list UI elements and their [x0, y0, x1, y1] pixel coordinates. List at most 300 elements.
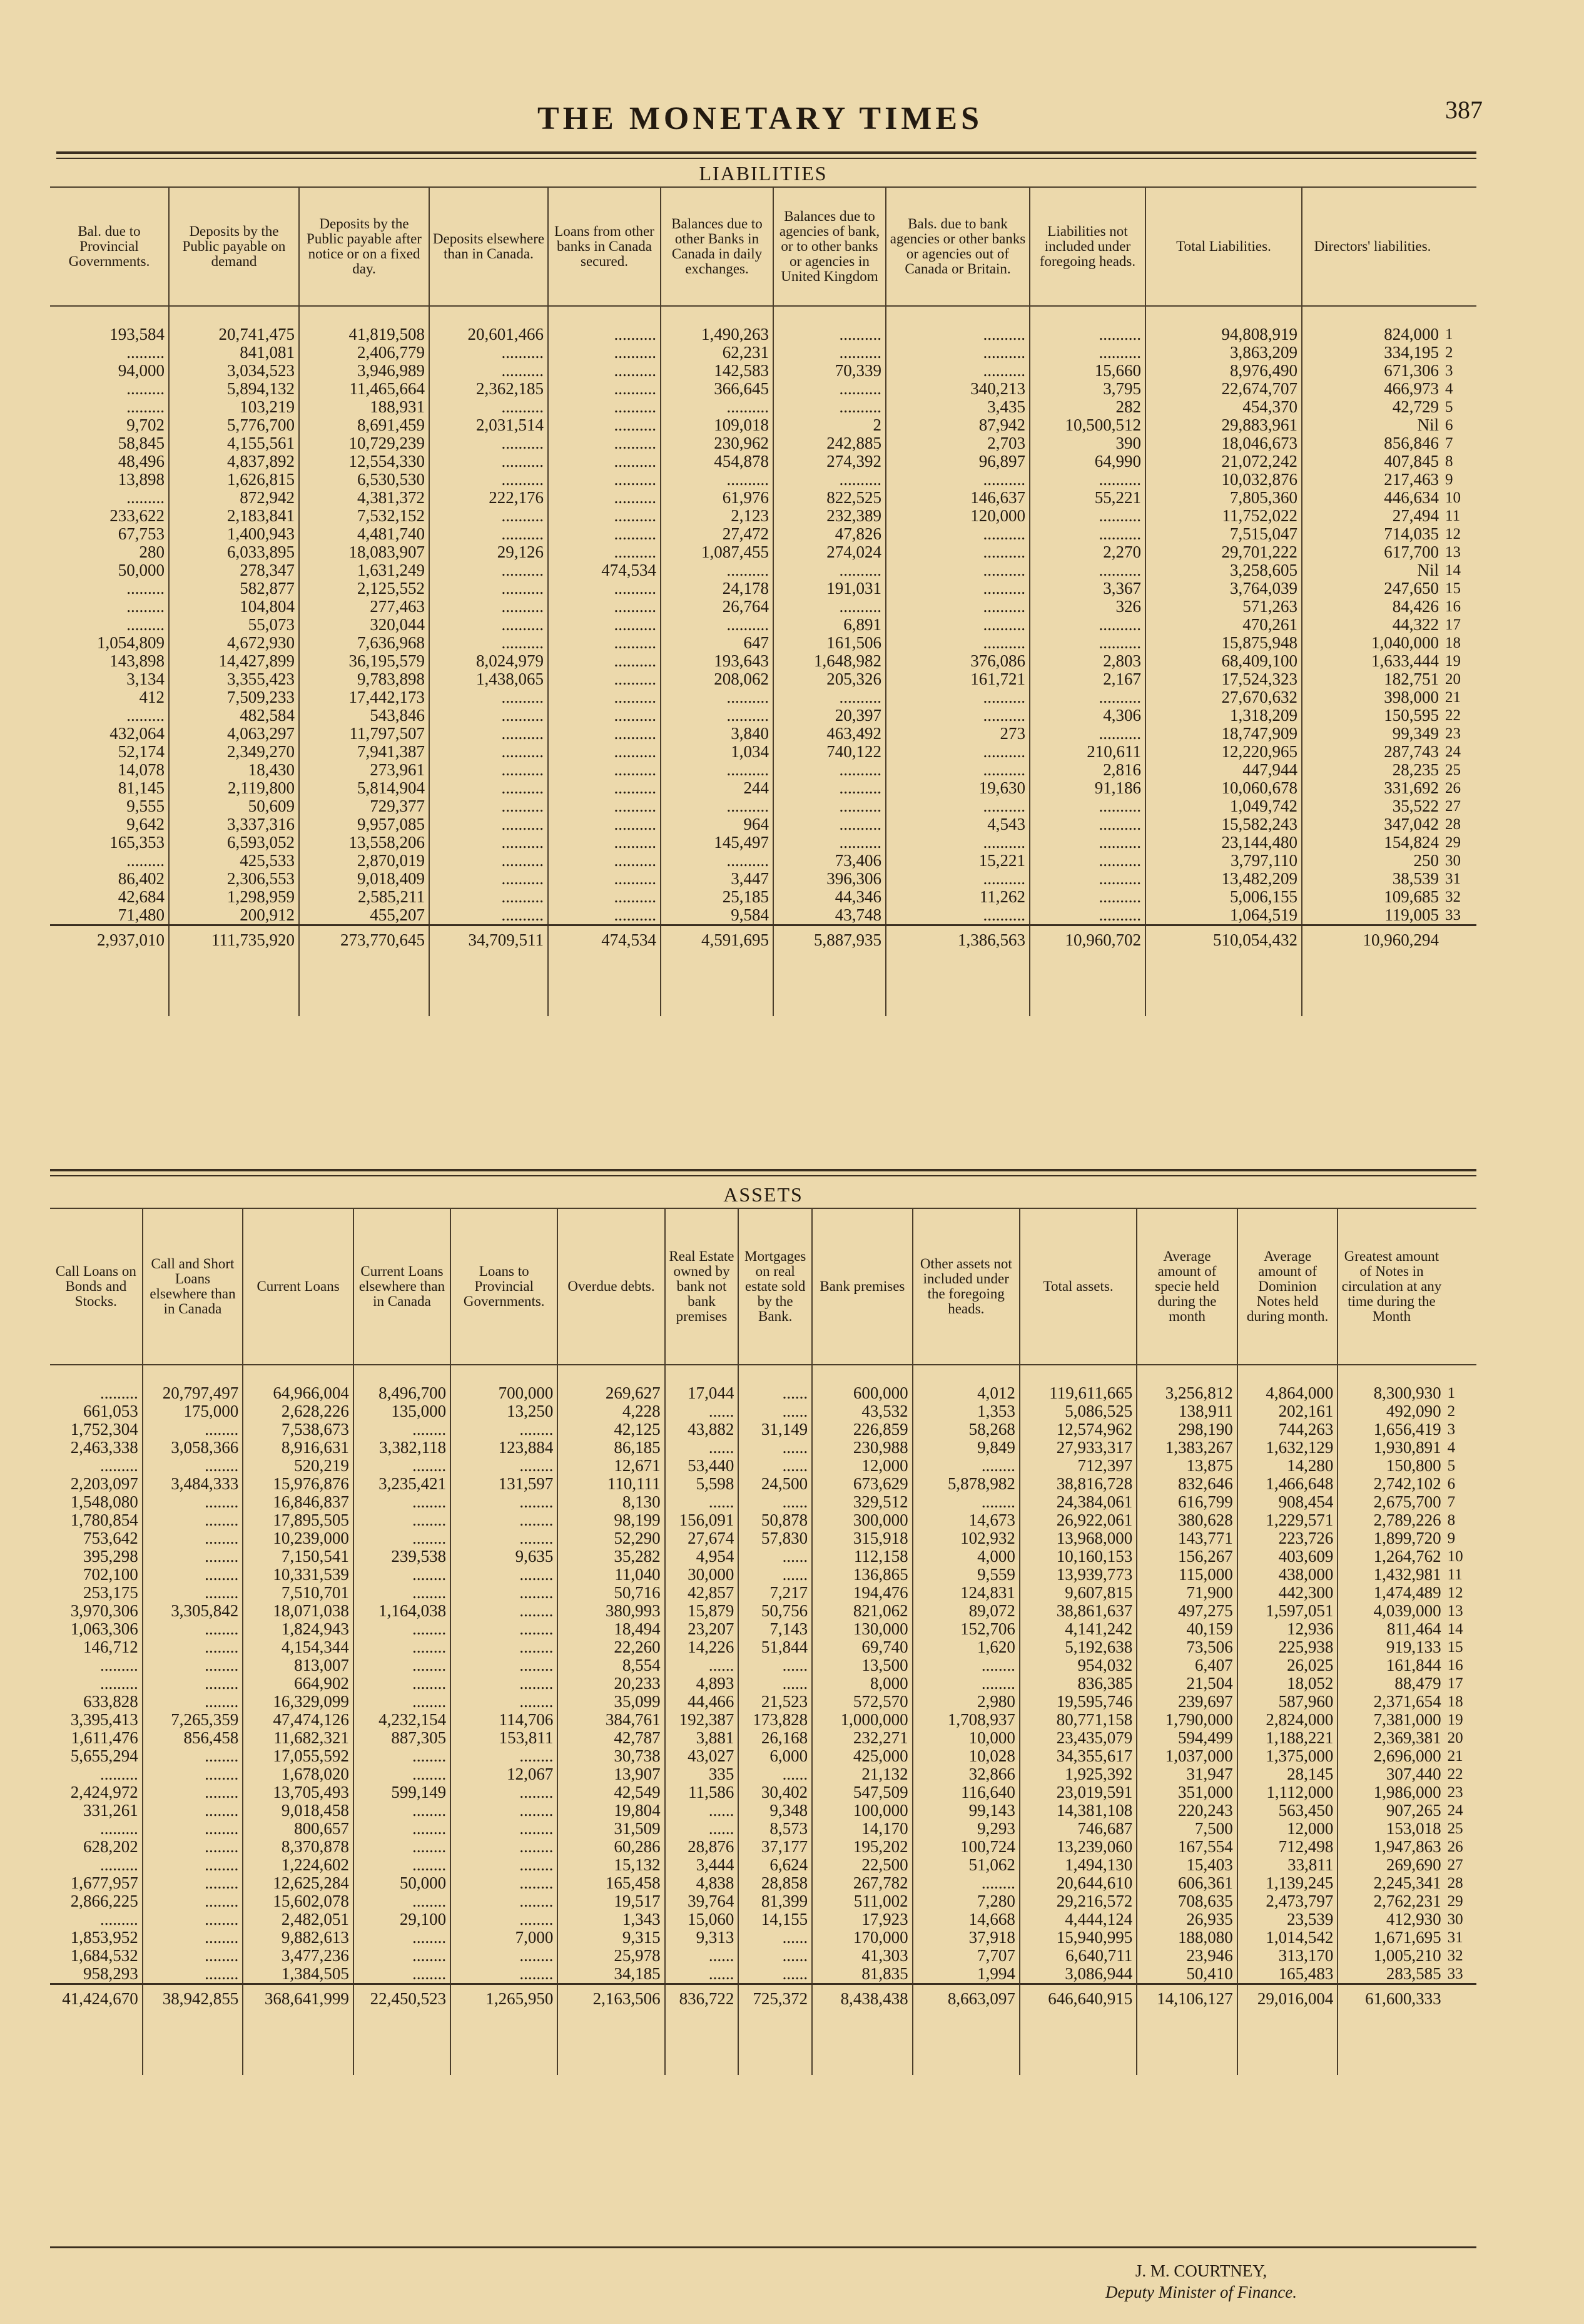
table-cell: ........: [143, 1638, 243, 1656]
table-cell: 412: [139, 688, 165, 706]
total-cell: 8,438,438: [812, 1984, 913, 2013]
table-cell: 10,239,000: [243, 1529, 353, 1547]
table-cell: 3,256,812: [1137, 1384, 1237, 1402]
table-cell: Nil: [1302, 561, 1443, 579]
table-cell: 5,006,155: [1145, 888, 1302, 906]
table-row: [50, 561, 1476, 579]
table-cell: 1,925,392: [1020, 1765, 1137, 1783]
section-divider: [50, 1169, 1476, 1171]
table-cell: ........: [143, 1820, 243, 1838]
table-cell: 18,494: [557, 1620, 664, 1638]
table-cell: 143,898: [109, 652, 165, 670]
table-cell: ........: [143, 1656, 243, 1674]
table-cell: 1,648,982: [773, 652, 886, 670]
table-cell: 100,000: [812, 1802, 913, 1820]
table-cell: 511,002: [812, 1892, 913, 1910]
table-cell: 1,139,245: [1237, 1874, 1338, 1892]
table-cell: 138,911: [1137, 1402, 1237, 1420]
table-cell: 307,440: [1338, 1765, 1444, 1783]
table-cell: 9,642: [126, 815, 165, 833]
table-cell: 9,293: [913, 1820, 1020, 1838]
table-cell: 84,426: [1302, 598, 1443, 616]
table-cell: 3,946,989: [299, 362, 429, 380]
table-cell: 712,498: [1237, 1838, 1338, 1856]
table-cell: 2,816: [1030, 761, 1145, 779]
row-number: 6: [1445, 417, 1453, 434]
table-cell: 1,264,762: [1338, 1547, 1444, 1566]
table-cell: 40,159: [1137, 1620, 1237, 1638]
table-cell: 5,894,132: [169, 380, 299, 398]
assets-title: ASSETS: [723, 1183, 803, 1206]
table-cell: 50,878: [738, 1511, 812, 1529]
table-cell: 438,000: [1237, 1566, 1338, 1584]
table-cell: 7,500: [1137, 1820, 1237, 1838]
table-cell: ........: [450, 1783, 557, 1802]
table-cell: 15,976,876: [243, 1475, 353, 1493]
table-cell: 380,993: [557, 1602, 664, 1620]
table-cell: 26,168: [738, 1729, 812, 1747]
table-cell: ..........: [773, 380, 886, 398]
table-row: [50, 1384, 1476, 1402]
table-cell: 142,583: [661, 362, 773, 380]
table-cell: ......: [738, 1493, 812, 1511]
table-cell: .........: [99, 1856, 138, 1874]
table-cell: 182,751: [1302, 670, 1443, 688]
table-cell: 907,265: [1338, 1802, 1444, 1820]
table-cell: 9,315: [557, 1929, 664, 1947]
table-row: [50, 543, 1476, 561]
table-cell: 19,630: [886, 779, 1030, 797]
table-cell: 7,265,359: [143, 1711, 243, 1729]
table-cell: 3,477,236: [243, 1947, 353, 1965]
table-cell: ........: [353, 1947, 450, 1965]
table-cell: 42,729: [1302, 398, 1443, 416]
table-cell: 193,643: [661, 652, 773, 670]
table-cell: 57,830: [738, 1529, 812, 1547]
tail-cell: [738, 2012, 812, 2075]
table-cell: ........: [353, 1620, 450, 1638]
table-cell: 1,318,209: [1145, 706, 1302, 725]
table-cell: 4,481,740: [299, 525, 429, 543]
table-cell: 14,078: [118, 761, 165, 779]
table-cell: 273,961: [299, 761, 429, 779]
table-cell: ..........: [1030, 634, 1145, 652]
table-cell: 35,099: [557, 1693, 664, 1711]
table-cell: 1,790,000: [1137, 1711, 1237, 1729]
table-cell: 165,458: [557, 1874, 664, 1892]
liab-col-directors: Directors' liabilities.: [1302, 187, 1443, 306]
table-cell: ..........: [886, 362, 1030, 380]
table-cell: 17,923: [812, 1910, 913, 1929]
table-cell: 1,626,815: [169, 471, 299, 489]
table-cell: 474,534: [548, 561, 661, 579]
table-cell: 28,876: [665, 1838, 739, 1856]
row-number: 11: [1445, 507, 1461, 524]
table-cell: ..........: [886, 833, 1030, 852]
signature-block: [1013, 2260, 1389, 2303]
table-cell: 4,232,154: [353, 1711, 450, 1729]
row-number: 16: [1447, 1657, 1463, 1674]
header-rule: [56, 151, 1476, 154]
table-cell: 51,844: [738, 1638, 812, 1656]
table-cell: 91,186: [1030, 779, 1145, 797]
table-cell: 9,783,898: [299, 670, 429, 688]
table-cell: ..........: [548, 452, 661, 471]
table-cell: 7,280: [913, 1892, 1020, 1910]
row-number: 29: [1445, 834, 1461, 851]
table-cell: 13,239,060: [1020, 1838, 1137, 1856]
asset-col-specie: Average amount of specie held during the month: [1137, 1208, 1237, 1365]
table-cell: 16,846,837: [243, 1493, 353, 1511]
table-cell: 7,941,387: [299, 743, 429, 761]
table-cell: ..........: [661, 398, 773, 416]
table-cell: 21,072,242: [1145, 452, 1302, 471]
table-cell: ..........: [886, 797, 1030, 815]
table-cell: 403,609: [1237, 1547, 1338, 1566]
table-cell: ..........: [1030, 852, 1145, 870]
table-cell: 744,263: [1237, 1420, 1338, 1439]
table-cell: 384,761: [557, 1711, 664, 1729]
row-number: 26: [1445, 780, 1461, 797]
spacer-cell: [1145, 306, 1302, 325]
table-cell: 708,635: [1137, 1892, 1237, 1910]
table-cell: ......: [665, 1402, 739, 1420]
table-cell: 7,217: [738, 1584, 812, 1602]
table-cell: 153,811: [450, 1729, 557, 1747]
spacer-cell: [450, 1365, 557, 1384]
table-cell: 23,435,079: [1020, 1729, 1137, 1747]
table-cell: 572,570: [812, 1693, 913, 1711]
table-cell: 334,195: [1302, 344, 1443, 362]
table-cell: 114,706: [450, 1711, 557, 1729]
table-cell: ........: [353, 1511, 450, 1529]
liab-col-provincial-govts: Bal. due to Provincial Governments.: [50, 187, 169, 306]
table-row: [50, 1529, 1476, 1547]
table-cell: ..........: [886, 906, 1030, 925]
asset-col-real-estate: Real Estate owned by bank not bank premises: [665, 1208, 739, 1365]
page-number: 387: [1445, 96, 1483, 124]
table-cell: 1,474,489: [1338, 1584, 1444, 1602]
spacer-cell: [738, 1365, 812, 1384]
table-cell: ......: [738, 1439, 812, 1457]
table-cell: 43,532: [812, 1402, 913, 1420]
liabilities-header-row: [50, 187, 1476, 306]
table-cell: 8,916,631: [243, 1439, 353, 1457]
table-cell: 23,946: [1137, 1947, 1237, 1965]
table-cell: ..........: [429, 344, 548, 362]
table-cell: 119,611,665: [1020, 1384, 1137, 1402]
table-cell: ........: [913, 1656, 1020, 1674]
liab-col-rowno: [1443, 187, 1476, 306]
row-number: 7: [1447, 1494, 1456, 1511]
table-row: [50, 815, 1476, 833]
table-cell: 175,000: [143, 1402, 243, 1420]
spacer-cell: [886, 306, 1030, 325]
table-cell: 58,268: [913, 1420, 1020, 1439]
table-cell: 27,933,317: [1020, 1439, 1137, 1457]
table-cell: ..........: [886, 561, 1030, 579]
table-cell: 673,629: [812, 1475, 913, 1493]
table-cell: ..........: [773, 344, 886, 362]
table-cell: 194,476: [812, 1584, 913, 1602]
table-cell: 5,776,700: [169, 416, 299, 434]
spacer-row: [50, 306, 1476, 325]
table-cell: ..........: [429, 634, 548, 652]
asset-col-rowno: [1445, 1208, 1476, 1365]
spacer-cell: [353, 1365, 450, 1384]
table-cell: 753,642: [83, 1529, 138, 1547]
spacer-cell: [299, 306, 429, 325]
spacer-cell: [50, 306, 169, 325]
table-cell: 15,879: [665, 1602, 739, 1620]
table-cell: 1,853,952: [70, 1929, 138, 1947]
table-cell: 123,884: [450, 1439, 557, 1457]
row-number: 15: [1445, 580, 1461, 597]
tail-cell: [1020, 2012, 1137, 2075]
table-cell: 616,799: [1137, 1493, 1237, 1511]
table-cell: 130,000: [812, 1620, 913, 1638]
table-cell: 21,132: [812, 1765, 913, 1783]
table-row: [50, 1910, 1476, 1929]
table-cell: 10,000: [913, 1729, 1020, 1747]
table-cell: .........: [99, 1656, 138, 1674]
table-cell: 23,144,480: [1145, 833, 1302, 852]
table-cell: 2: [773, 416, 886, 434]
table-cell: ..........: [429, 906, 548, 925]
table-cell: ..........: [886, 598, 1030, 616]
table-cell: ..........: [548, 852, 661, 870]
table-cell: 1,040,000: [1302, 634, 1443, 652]
table-cell: 919,133: [1338, 1638, 1444, 1656]
row-number: 18: [1447, 1693, 1463, 1710]
table-cell: 7,538,673: [243, 1420, 353, 1439]
table-cell: 42,684: [118, 888, 165, 906]
table-cell: 12,554,330: [299, 452, 429, 471]
table-row: [50, 1638, 1476, 1656]
table-cell: 1,014,542: [1237, 1929, 1338, 1947]
table-cell: 103,219: [169, 398, 299, 416]
table-cell: 4,154,344: [243, 1638, 353, 1656]
table-row: [50, 1402, 1476, 1420]
table-cell: ........: [143, 1874, 243, 1892]
table-cell: 2,362,185: [429, 380, 548, 398]
table-row: [50, 1820, 1476, 1838]
table-cell: 329,512: [812, 1493, 913, 1511]
table-row: [50, 906, 1476, 925]
table-cell: 161,506: [773, 634, 886, 652]
table-cell: 582,877: [169, 579, 299, 598]
table-cell: 230,962: [661, 434, 773, 452]
table-cell: 2,742,102: [1338, 1475, 1444, 1493]
table-cell: 832,646: [1137, 1475, 1237, 1493]
table-cell: ........: [450, 1820, 557, 1838]
table-cell: 193,584: [109, 325, 165, 344]
table-cell: 87,942: [886, 416, 1030, 434]
table-cell: 67,753: [118, 525, 165, 543]
table-cell: 11,752,022: [1145, 507, 1302, 525]
table-cell: 61,976: [661, 489, 773, 507]
table-cell: ........: [450, 1874, 557, 1892]
table-cell: ..........: [661, 852, 773, 870]
table-cell: 273: [886, 725, 1030, 743]
total-cell: 368,641,999: [243, 1984, 353, 2013]
table-cell: 12,574,962: [1020, 1420, 1137, 1439]
table-cell: 35,522: [1302, 797, 1443, 815]
table-cell: 153,018: [1338, 1820, 1444, 1838]
total-cell: 10,960,702: [1030, 925, 1145, 954]
table-cell: ........: [353, 1638, 450, 1656]
spacer-cell: [1338, 1365, 1444, 1384]
table-cell: 64,990: [1030, 452, 1145, 471]
table-cell: 664,902: [243, 1674, 353, 1693]
total-cell: 38,942,855: [143, 1984, 243, 2013]
table-cell: 15,875,948: [1145, 634, 1302, 652]
row-number: 30: [1447, 1911, 1463, 1928]
table-cell: ..........: [1030, 870, 1145, 888]
spacer-cell: [812, 1365, 913, 1384]
table-cell: 21,523: [738, 1693, 812, 1711]
table-cell: 8,130: [557, 1493, 664, 1511]
table-cell: 6,891: [773, 616, 886, 634]
table-cell: 41,303: [812, 1947, 913, 1965]
spacer-cell: [243, 1365, 353, 1384]
total-rowno-cell: [1445, 1984, 1476, 2013]
table-cell: 25,978: [557, 1947, 664, 1965]
table-cell: 425,000: [812, 1747, 913, 1765]
spacer-cell: [548, 306, 661, 325]
page-header: [56, 96, 1483, 144]
table-cell: 253,175: [83, 1584, 138, 1602]
table-cell: 9,607,815: [1020, 1584, 1137, 1602]
row-number: 31: [1447, 1929, 1463, 1946]
table-cell: 2,349,270: [169, 743, 299, 761]
table-cell: 1,752,304: [70, 1420, 138, 1439]
table-cell: 7,143: [738, 1620, 812, 1638]
table-cell: 115,000: [1137, 1566, 1237, 1584]
table-cell: 407,845: [1302, 452, 1443, 471]
table-cell: ..........: [548, 543, 661, 561]
table-cell: 671,306: [1302, 362, 1443, 380]
table-cell: ..........: [429, 434, 548, 452]
row-number: 3: [1445, 362, 1453, 379]
row-number: 2: [1445, 344, 1453, 361]
table-cell: 20,601,466: [429, 325, 548, 344]
row-number: 10: [1445, 489, 1461, 506]
table-cell: ........: [450, 1457, 557, 1475]
table-cell: .........: [99, 1457, 138, 1475]
journal-title: THE MONETARY TIMES: [537, 101, 983, 136]
table-cell: ........: [143, 1947, 243, 1965]
table-cell: 232,389: [773, 507, 886, 525]
table-cell: 191,031: [773, 579, 886, 598]
table-cell: 8,024,979: [429, 652, 548, 670]
table-cell: ........: [143, 1566, 243, 1584]
table-cell: ..........: [886, 688, 1030, 706]
table-cell: 42,549: [557, 1783, 664, 1802]
row-number: 32: [1447, 1947, 1463, 1964]
table-cell: 22,500: [812, 1856, 913, 1874]
tail-cell: [1030, 954, 1145, 1016]
table-cell: ......: [738, 1566, 812, 1584]
table-cell: 42,125: [557, 1420, 664, 1439]
table-cell: ..........: [429, 797, 548, 815]
total-cell: 5,887,935: [773, 925, 886, 954]
table-cell: 326: [1030, 598, 1145, 616]
tail-cell: [913, 2012, 1020, 2075]
table-cell: 13,705,493: [243, 1783, 353, 1802]
table-cell: 24,178: [661, 579, 773, 598]
table-cell: 1,994: [913, 1965, 1020, 1984]
table-row: [50, 761, 1476, 779]
table-cell: 4,141,242: [1020, 1620, 1137, 1638]
table-cell: 269,690: [1338, 1856, 1444, 1874]
table-cell: ..........: [548, 434, 661, 452]
table-cell: 1,466,648: [1237, 1475, 1338, 1493]
table-cell: 1,620: [913, 1638, 1020, 1656]
table-cell: 822,525: [773, 489, 886, 507]
table-cell: 347,042: [1302, 815, 1443, 833]
row-number: 6: [1447, 1475, 1456, 1492]
table-cell: 1,353: [913, 1402, 1020, 1420]
table-cell: 37,918: [913, 1929, 1020, 1947]
spacer-cell: [661, 306, 773, 325]
row-number: 25: [1447, 1820, 1463, 1837]
table-row: [50, 1965, 1476, 1984]
table-cell: 2,125,552: [299, 579, 429, 598]
table-cell: 3,840: [661, 725, 773, 743]
table-row: [50, 688, 1476, 706]
table-cell: 9,635: [450, 1547, 557, 1566]
table-cell: ......: [738, 1947, 812, 1965]
table-cell: 96,897: [886, 452, 1030, 471]
table-cell: 17,895,505: [243, 1511, 353, 1529]
table-cell: 9,018,409: [299, 870, 429, 888]
table-cell: 233,622: [109, 507, 165, 525]
table-row: [50, 1511, 1476, 1529]
assets-table: [50, 1208, 1476, 2075]
table-cell: 42,787: [557, 1729, 664, 1747]
liab-col-loans-other-banks: Loans from other banks in Canada secured.: [548, 187, 661, 306]
table-cell: 6,033,895: [169, 543, 299, 561]
table-cell: 1,384,505: [243, 1965, 353, 1984]
table-row: [50, 1874, 1476, 1892]
table-cell: 320,044: [299, 616, 429, 634]
table-cell: ..........: [548, 471, 661, 489]
tail-cell: [1237, 2012, 1338, 2075]
tail-cell: [1443, 954, 1476, 1016]
table-cell: 9,702: [126, 416, 165, 434]
table-cell: 226,859: [812, 1420, 913, 1439]
table-cell: 4,306: [1030, 706, 1145, 725]
table-cell: ........: [353, 1566, 450, 1584]
table-cell: 152,706: [913, 1620, 1020, 1638]
table-cell: ..........: [429, 852, 548, 870]
table-cell: 11,040: [557, 1566, 664, 1584]
table-cell: 71,480: [118, 906, 165, 924]
table-cell: 192,387: [665, 1711, 739, 1729]
table-cell: ......: [738, 1547, 812, 1566]
table-cell: ........: [143, 1584, 243, 1602]
table-cell: 1,000,000: [812, 1711, 913, 1729]
table-cell: ..........: [548, 779, 661, 797]
table-cell: 520,219: [243, 1457, 353, 1475]
row-number: 13: [1445, 544, 1461, 561]
tail-row: [50, 954, 1476, 1016]
table-cell: 55,073: [169, 616, 299, 634]
table-cell: ........: [143, 1511, 243, 1529]
tail-cell: [665, 2012, 739, 2075]
table-cell: 50,000: [353, 1874, 450, 1892]
